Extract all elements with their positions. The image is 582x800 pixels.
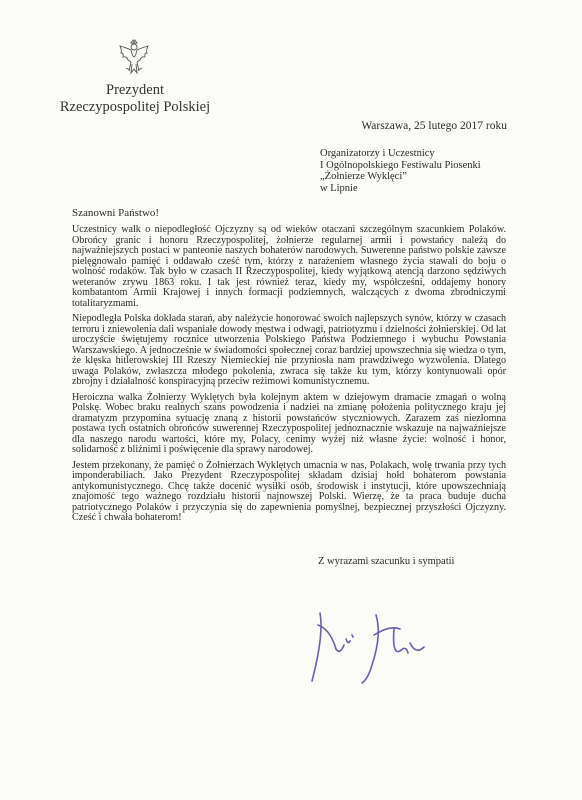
letter-body	[72, 225, 506, 529]
body-paragraph: Heroiczna walka Żołnierzy Wyklętych była kolejnym aktem w dziejowym dramacie zmagań o wolną Polskę. Wobec braku realnych szans powodzenia i nadziei na zmianę położenia politycznego kraju jej dramatyzm przypomina sytuację znaną z historii powstańców styczniowych. Zarazem zaś niezłomna postawa tych ostatnich obrońców suwerennej Rzeczypospolitej jednoznacznie wskazuje na najważniejsze dla naszego narodu wartości, które my, Polacy, cenimy wyżej niż własne życie: wolność i honor, solidarność z bliźnimi i poświęcenie dla sprawy narodowej.	[72, 391, 506, 455]
body-paragraph: Niepodległa Polska dokłada starań, aby należycie honorować swoich najlepszych synów, którzy w czasach terroru i zniewolenia dali wspaniałe dowody męstwa i odwagi, patriotyzmu i dzielności żołnierskiej. Od lat uroczyście świętujemy rocznice utworzenia Polskiego Państwa Podziemnego i wybuchu Powstania Warszawskiego. A jednocześnie w świadomości społecznej coraz bardziej upowszechnia się wiedza o tym, że klęska hitlerowskiej III Rzeszy Niemieckiej nie przyniosła nam prawdziwego wyzwolenia. Dlatego uwaga Polaków, zwłaszcza młodego pokolenia, zwraca się także ku tym, którzy kontynuowali opór zbrojny i działalność konspiracyjną przeciw reżimowi komunistycznemu.	[72, 313, 506, 387]
letterhead-title: Prezydent	[106, 82, 164, 98]
handwritten-signature-icon	[290, 595, 440, 685]
eagle-emblem-icon	[117, 38, 151, 76]
addressee-block	[320, 148, 481, 194]
addressee-line: Organizatorzy i Uczestnicy	[320, 148, 435, 159]
closing-line: Z wyrazami szacunku i sympatii	[318, 556, 455, 567]
addressee-line: I Ogólnopolskiego Festiwalu Piosenki	[320, 159, 481, 171]
body-paragraph: Uczestnicy walk o niepodległość Ojczyzny są od wieków otaczani szczególnym szacunkiem Polaków. Obrońcy granic i honoru Rzeczypospolitej, żołnierze regularnej armii i powstańcy należą do najważniejszych postaci w panteonie naszych bohaterów narodowych. Suwerenne państwo polskie zawsze pielęgnowało pamięć i oddawało cześć tym, którzy z narażeniem własnego życia stawali do boju o wolność rodaków. Tak było w czasach II Rzeczypospolitej, kiedy wyjątkową atencją darzono sędziwych weteranów zrywu 1863 roku. I tak jest również teraz, kiedy my, współcześni, oddajemy honory kombatantom Armii Krajowej i innych formacji podziemnych, walczących z dwoma zbrodniczymi totalitaryzmami.	[72, 224, 506, 309]
letterhead	[55, 82, 215, 116]
addressee-line: „Żołnierze Wyklęci”	[320, 171, 407, 182]
salutation: Szanowni Państwo!	[72, 207, 160, 219]
body-paragraph: Jestem przekonany, że pamięć o Żołnierzach Wyklętych umacnia w nas, Polakach, wolę trwania przy tych imponderabiliach. Jako Prezydent Rzeczypospolitej składam dzisiaj hołd bohaterom powstania antykomunistycznego. Chcę także docenić wysiłki osób, środowisk i instytucji, które upowszechniają znajomość tego ważnego rozdziału historii najnowszej Polski. Wierzę, że ta praca buduje ducha patriotycznego Polaków i przyczynia się do zapewnienia pomyślnej, bezpiecznej przyszłości Ojczyzny. Cześć i chwała bohaterom!	[72, 459, 506, 523]
letterhead-subtitle: Rzeczypospolitej Polskiej	[59, 99, 211, 115]
letter-date: Warszawa, 25 lutego 2017 roku	[361, 120, 507, 132]
addressee-line: w Lipnie	[320, 182, 358, 194]
